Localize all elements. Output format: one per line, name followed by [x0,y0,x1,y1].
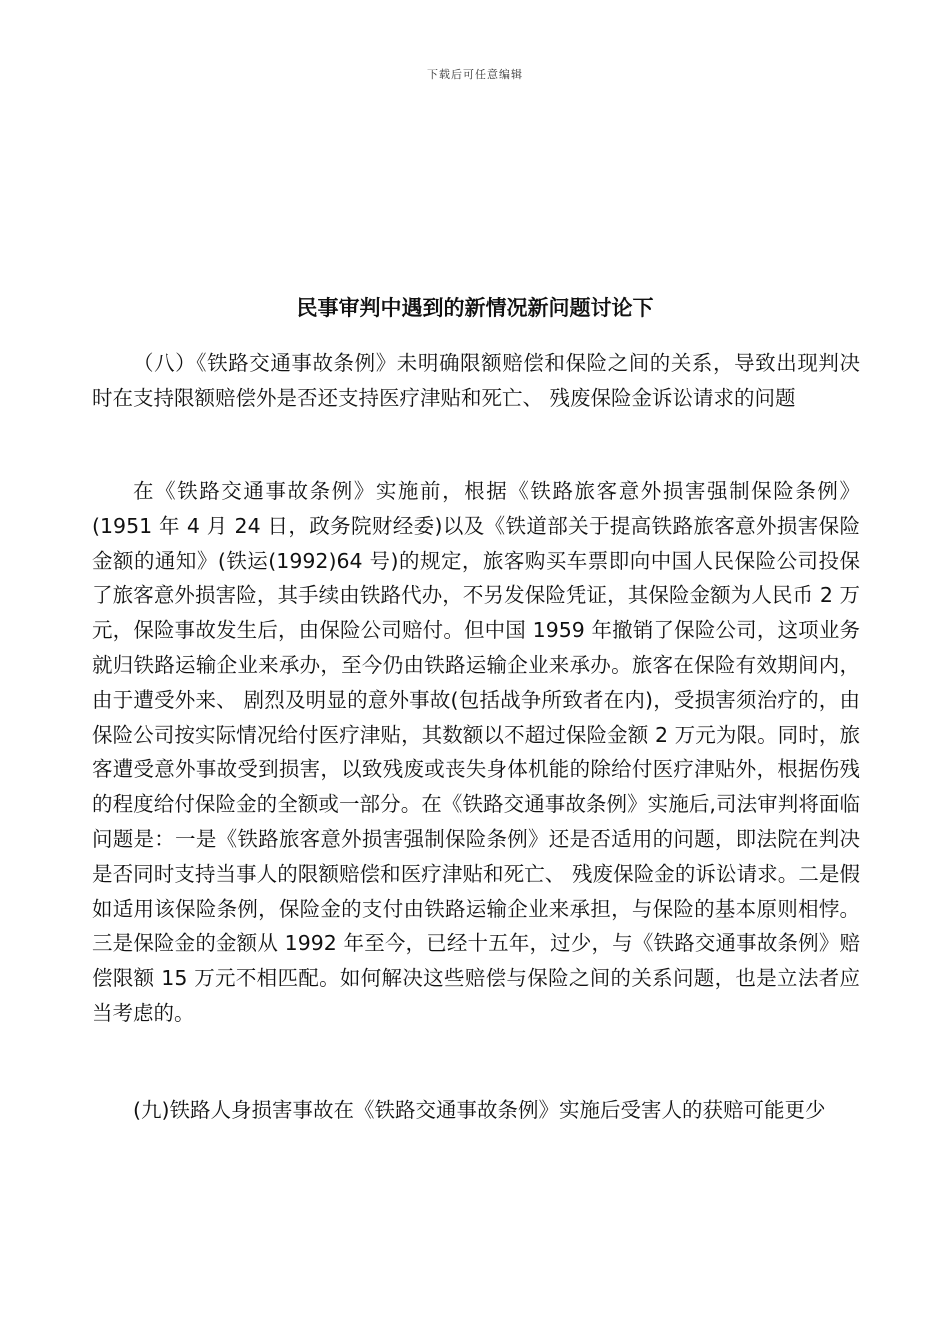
page-header-note: 下载后可任意编辑 [427,68,523,81]
paragraph-section-8-body: 在《铁路交通事故条例》实施前，根据《铁路旅客意外损害强制保险条例》(1951 年 4 月 24 日，政务院财经委)以及《铁道部关于提高铁路旅客意外损害保险金额的通知》(铁运(1992)64 号)的规定，旅客购买车票即向中国人民保险公司投保了旅客意外损害险，其手续由铁路代办，不另发保险凭证，其保险金额为人民币 2 万元，保险事故发生后，由保险公司赔付。但中国 1959 年撤销了保险公司，这项业务就归铁路运输企业来承办，至今仍由铁路运输企业来承办。旅客在保险有效期间内，由于遭受外来、 剧烈及明显的意外事故(包括战争所致者在内)，受损害须治疗的，由保险公司按实际情况给付医疗津贴，其数额以不超过保险金额 2 万元为限。同时，旅客遭受意外事故受到损害，以致残废或丧失身体机能的除给付医疗津贴外，根据伤残的程度给付保险金的全额或一部分。在《铁路交通事故条例》实施后,司法审判将面临问题是：一是《铁路旅客意外损害强制保险条例》还是否适用的问题，即法院在判决是否同时支持当事人的限额赔偿和医疗津贴和死亡、 残废保险金的诉讼请求。二是假如适用该保险条例，保险金的支付由铁路运输企业来承担，与保险的基本原则相悖。三是保险金的金额从 1992 年至今，已经十五年，过少，与《铁路交通事故条例》赔偿限额 15 万元不相匹配。如何解决这些赔偿与保险之间的关系问题，也是立法者应当考虑的。 [92,479,860,1025]
document-title: 民事审判中遇到的新情况新问题讨论下 [296,296,654,320]
paragraph-section-8-heading: （八）《铁路交通事故条例》未明确限额赔偿和保险之间的关系，导致出现判决时在支持限额赔偿外是否还支持医疗津贴和死亡、 残废保险金诉讼请求的问题 [92,351,860,410]
paragraph-section-9-heading: (九)铁路人身损害事故在《铁路交通事故条例》实施后受害人的获赔可能更少 [133,1098,826,1122]
